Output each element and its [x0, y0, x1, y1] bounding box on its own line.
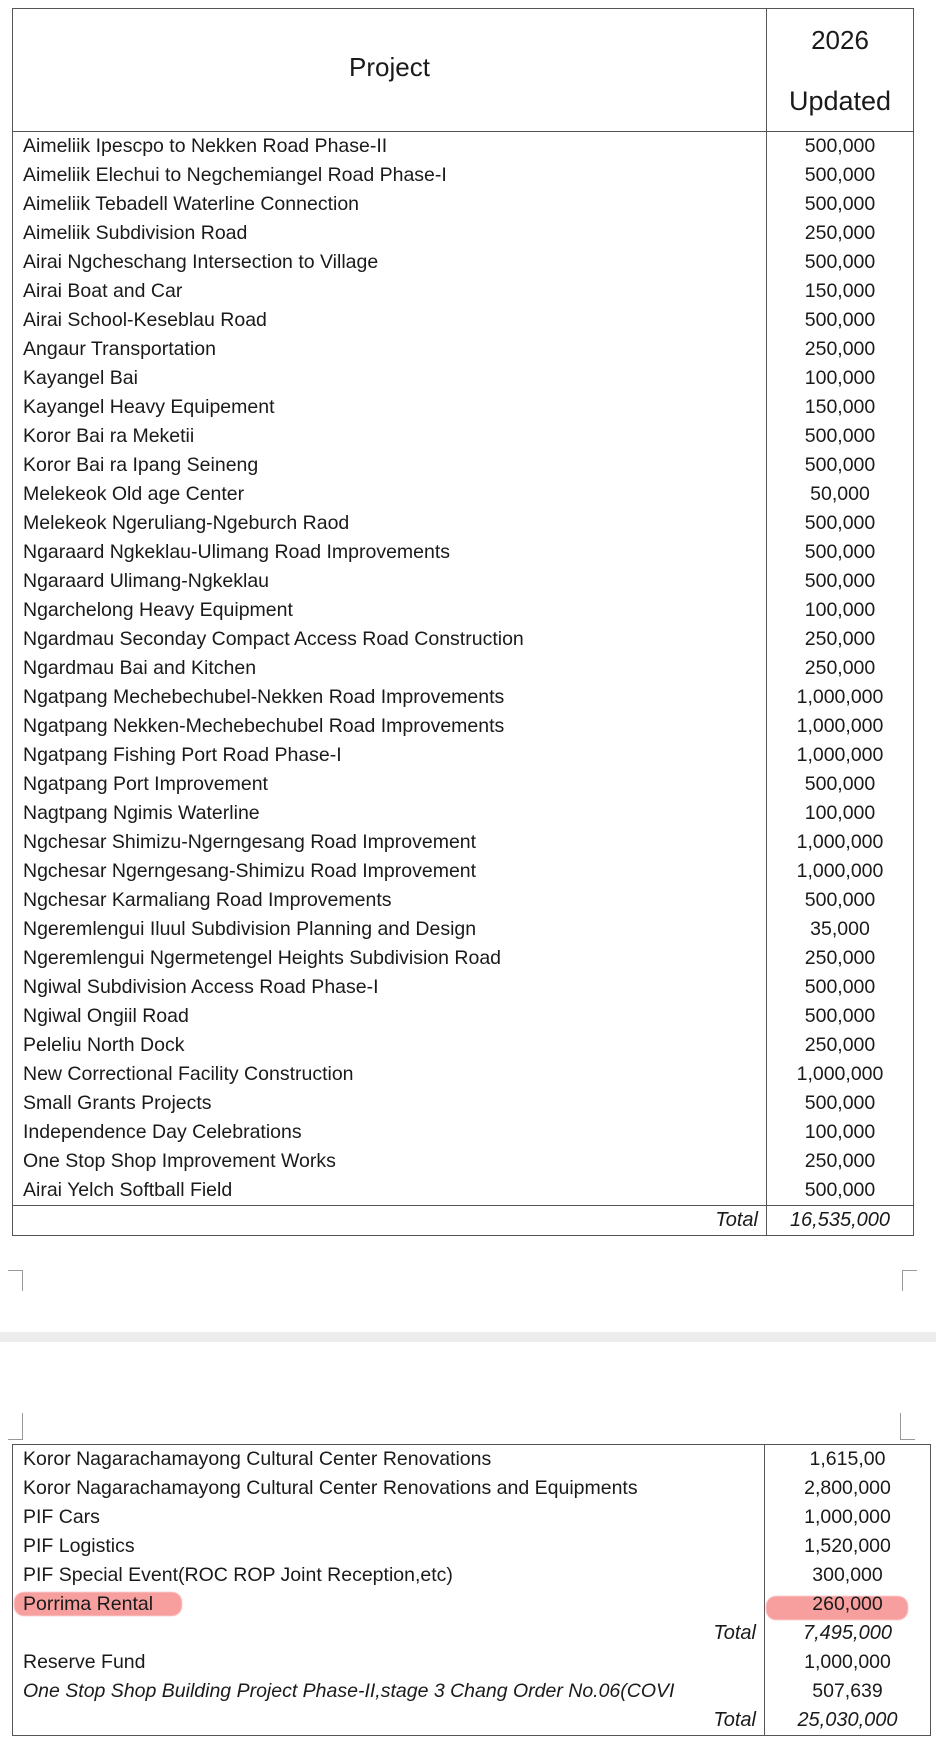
table-row [13, 1503, 931, 1532]
project-amount: 250,000 [767, 654, 914, 683]
table-row [13, 1474, 931, 1503]
project-name: Ngiwal Subdivision Access Road Phase-I [13, 973, 767, 1002]
project-amount: 500,000 [767, 451, 914, 480]
project-name: Koror Nagarachamayong Cultural Center Renovations and Equipments [13, 1474, 765, 1503]
table-row [13, 1002, 914, 1031]
project-amount: 500,000 [767, 161, 914, 190]
table-row [13, 335, 914, 364]
project-amount: 35,000 [767, 915, 914, 944]
project-name: Melekeok Ngeruliang-Ngeburch Raod [13, 509, 767, 538]
project-amount: 500,000 [767, 1089, 914, 1118]
table-row [13, 1677, 931, 1706]
project-amount: 1,000,000 [765, 1503, 931, 1532]
grand-total-amount: 25,030,000 [765, 1706, 931, 1736]
project-amount: 500,000 [767, 306, 914, 335]
project-amount: 500,000 [767, 1002, 914, 1031]
project-amount: 500,000 [767, 422, 914, 451]
project-amount: 1,000,000 [767, 857, 914, 886]
project-name: Aimeliik Ipescpo to Nekken Road Phase-II [13, 132, 767, 162]
project-name: Melekeok Old age Center [13, 480, 767, 509]
project-name: Reserve Fund [13, 1648, 765, 1677]
project-amount: 250,000 [767, 944, 914, 973]
project-amount: 1,520,000 [765, 1532, 931, 1561]
table-row [13, 1089, 914, 1118]
project-name: Nagtpang Ngimis Waterline [13, 799, 767, 828]
project-name: PIF Logistics [13, 1532, 765, 1561]
project-rows [13, 132, 914, 1206]
updated-column-header: Updated [767, 70, 914, 132]
project-name: One Stop Shop Building Project Phase-II,stage 3 Chang Order No.06(COVI [13, 1677, 765, 1706]
table-row [13, 567, 914, 596]
project-name: Ngchesar Shimizu-Ngerngesang Road Improvement [13, 828, 767, 857]
project-amount: 500,000 [767, 1176, 914, 1206]
project-amount: 250,000 [767, 219, 914, 248]
table-row [13, 683, 914, 712]
year-column-header: 2026 [767, 9, 914, 71]
table-row [13, 1060, 914, 1089]
table-row [13, 190, 914, 219]
project-name: New Correctional Facility Construction [13, 1060, 767, 1089]
table-row [13, 1532, 931, 1561]
page-break [0, 1332, 936, 1342]
total-label: Total [13, 1206, 767, 1236]
table-row [13, 1176, 914, 1206]
project-amount: 1,000,000 [767, 741, 914, 770]
project-amount: 507,639 [765, 1677, 931, 1706]
project-amount: 150,000 [767, 393, 914, 422]
total-amount: 16,535,000 [767, 1206, 914, 1236]
project-name: Ngatpang Fishing Port Road Phase-I [13, 741, 767, 770]
table-row [13, 132, 914, 162]
project-name: Kayangel Bai [13, 364, 767, 393]
table-row [13, 364, 914, 393]
project-name: Koror Bai ra Meketii [13, 422, 767, 451]
page-corner-mark [8, 1413, 23, 1440]
project-amount: 250,000 [767, 335, 914, 364]
project-amount: 500,000 [767, 538, 914, 567]
project-name: Aimeliik Subdivision Road [13, 219, 767, 248]
project-name: Airai Yelch Softball Field [13, 1176, 767, 1206]
project-amount: 500,000 [767, 132, 914, 162]
project-amount: 500,000 [767, 886, 914, 915]
project-name: Kayangel Heavy Equipement [13, 393, 767, 422]
table-row [13, 1648, 931, 1677]
subtotal-amount: 7,495,000 [765, 1619, 931, 1648]
table-row [13, 799, 914, 828]
table-row [13, 712, 914, 741]
project-name: PIF Cars [13, 1503, 765, 1532]
table-row [13, 480, 914, 509]
project-name: Ngatpang Port Improvement [13, 770, 767, 799]
project-amount: 500,000 [767, 248, 914, 277]
project-amount: 150,000 [767, 277, 914, 306]
project-name: Ngatpang Nekken-Mechebechubel Road Improvements [13, 712, 767, 741]
table-row [13, 741, 914, 770]
subtotal-label: Total [13, 1619, 765, 1648]
project-name: Independence Day Celebrations [13, 1118, 767, 1147]
project-amount: 1,000,000 [765, 1648, 931, 1677]
table-row [13, 248, 914, 277]
project-amount: 500,000 [767, 509, 914, 538]
project-amount: 1,000,000 [767, 683, 914, 712]
project-amount: 100,000 [767, 799, 914, 828]
page-corner-mark [8, 1270, 23, 1291]
project-name: Ngeremlengui Ngermetengel Heights Subdivision Road [13, 944, 767, 973]
project-name: Peleliu North Dock [13, 1031, 767, 1060]
table-row [13, 770, 914, 799]
table-row [13, 973, 914, 1002]
project-amount: 1,000,000 [767, 712, 914, 741]
page-corner-mark [900, 1413, 915, 1440]
project-amount: 250,000 [767, 1147, 914, 1176]
project-amount: 250,000 [767, 1031, 914, 1060]
project-name: One Stop Shop Improvement Works [13, 1147, 767, 1176]
table-row [13, 422, 914, 451]
project-name: Small Grants Projects [13, 1089, 767, 1118]
project-name: Ngchesar Karmaliang Road Improvements [13, 886, 767, 915]
table-row [13, 161, 914, 190]
project-amount: 100,000 [767, 1118, 914, 1147]
table-row [13, 306, 914, 335]
project-name: Airai Ngcheschang Intersection to Village [13, 248, 767, 277]
table-row [13, 509, 914, 538]
grand-total-label: Total [13, 1706, 765, 1736]
project-name: Koror Nagarachamayong Cultural Center Renovations [13, 1445, 765, 1475]
table-row [13, 625, 914, 654]
additional-project-rows [13, 1445, 931, 1620]
project-name: Ngardmau Seconday Compact Access Road Construction [13, 625, 767, 654]
table-row [13, 219, 914, 248]
project-amount: 100,000 [767, 596, 914, 625]
project-name: Angaur Transportation [13, 335, 767, 364]
table-row [13, 828, 914, 857]
project-name: PIF Special Event(ROC ROP Joint Reception,etc) [13, 1561, 765, 1590]
project-name: Ngchesar Ngerngesang-Shimizu Road Improvement [13, 857, 767, 886]
project-amount: 500,000 [767, 770, 914, 799]
table-row [13, 1590, 931, 1619]
table-row [13, 1147, 914, 1176]
table-row [13, 886, 914, 915]
project-name: Ngaraard Ngkeklau-Ulimang Road Improvements [13, 538, 767, 567]
project-name: Ngaraard Ulimang-Ngkeklau [13, 567, 767, 596]
project-name: Ngatpang Mechebechubel-Nekken Road Improvements [13, 683, 767, 712]
table-row [13, 857, 914, 886]
table-row [13, 451, 914, 480]
additional-projects-table [12, 1444, 931, 1736]
table-row [13, 1561, 931, 1590]
project-amount: 500,000 [767, 190, 914, 219]
extra-rows [13, 1648, 931, 1706]
table-row [13, 1031, 914, 1060]
project-amount: 260,000 [765, 1590, 931, 1619]
table-row [13, 538, 914, 567]
page-corner-mark [902, 1270, 917, 1291]
project-column-header: Project [13, 9, 767, 132]
project-amount: 500,000 [767, 567, 914, 596]
project-amount: 500,000 [767, 973, 914, 1002]
project-amount: 100,000 [767, 364, 914, 393]
project-name: Airai School-Keseblau Road [13, 306, 767, 335]
table-row [13, 1118, 914, 1147]
project-name: Ngiwal Ongiil Road [13, 1002, 767, 1031]
project-name: Aimeliik Elechui to Negchemiangel Road Phase-I [13, 161, 767, 190]
project-name: Aimeliik Tebadell Waterline Connection [13, 190, 767, 219]
project-amount: 1,615,00 [765, 1445, 931, 1475]
project-amount: 2,800,000 [765, 1474, 931, 1503]
table-row [13, 393, 914, 422]
project-name: Ngarchelong Heavy Equipment [13, 596, 767, 625]
project-name: Airai Boat and Car [13, 277, 767, 306]
project-amount: 50,000 [767, 480, 914, 509]
table-row [13, 596, 914, 625]
project-name: Porrima Rental [13, 1590, 765, 1619]
table-row [13, 654, 914, 683]
project-amount: 1,000,000 [767, 828, 914, 857]
project-amount: 300,000 [765, 1561, 931, 1590]
project-name: Ngardmau Bai and Kitchen [13, 654, 767, 683]
project-budget-table [12, 8, 914, 1236]
project-name: Ngeremlengui Iluul Subdivision Planning and Design [13, 915, 767, 944]
table-row [13, 915, 914, 944]
project-amount: 250,000 [767, 625, 914, 654]
project-name: Koror Bai ra Ipang Seineng [13, 451, 767, 480]
table-row [13, 944, 914, 973]
table-row [13, 277, 914, 306]
project-amount: 1,000,000 [767, 1060, 914, 1089]
table-row [13, 1445, 931, 1475]
